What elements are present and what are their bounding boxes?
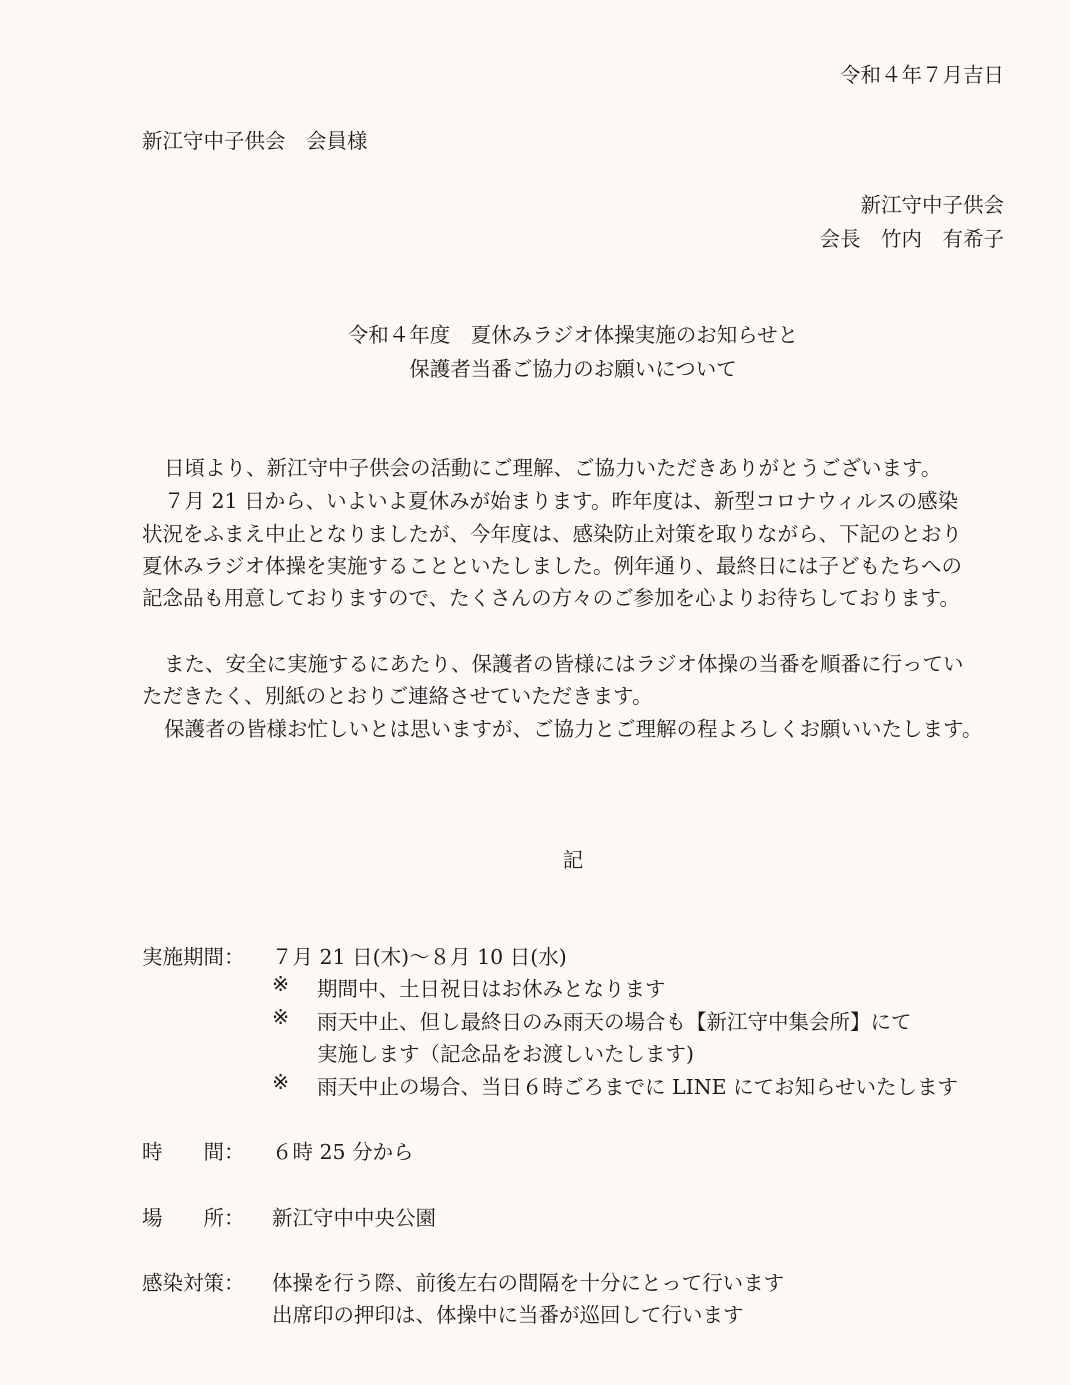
infection-value-2: 出席印の押印は、体操中に当番が巡回して行います [272, 1303, 744, 1327]
body-paragraph-4: 保護者の皆様お忙しいとは思いますが、ご協力とご理解の程よろしくお願いいたします。 [164, 717, 983, 741]
body-paragraph-2-line-4: 記念品も用意しておりますので、たくさんの方々のご参加を心よりお待ちしております。 [142, 586, 960, 610]
time-label: 時 間： [142, 1140, 245, 1164]
note-mark-3: ※ [272, 1070, 290, 1094]
note-mark-1: ※ [272, 972, 290, 996]
body-paragraph-2-line-3: 夏休みラジオ体操を実施することといたしました。例年通り、最終日には子どもたちへの [142, 554, 962, 578]
sender-organization: 新江守中子供会 [860, 193, 1004, 217]
title-line-2: 保護者当番ご協力のお願いについて [409, 357, 737, 381]
body-paragraph-2-line-1: ７月 21 日から、いよいよ夏休みが始まります。昨年度は、新型コロナウィルスの感染 [164, 489, 959, 513]
body-paragraph-3-line-1: また、安全に実施するにあたり、保護者の皆様にはラジオ体操の当番を順番に行ってい [164, 652, 964, 676]
infection-label: 感染対策： [142, 1271, 245, 1295]
period-value: ７月 21 日(木)～８月 10 日(水) [272, 945, 567, 969]
note-mark-2: ※ [272, 1005, 290, 1029]
period-label: 実施期間： [142, 945, 245, 969]
body-paragraph-2-line-2: 状況をふまえ中止となりましたが、今年度は、感染防止対策を取りながら、下記のとおり [142, 522, 962, 546]
period-note-3: 雨天中止の場合、当日６時ごろまでに LINE にてお知らせいたします [317, 1075, 959, 1099]
period-note-1: 期間中、土日祝日はお休みとなります [317, 977, 666, 1001]
title-line-1: 令和４年度 夏休みラジオ体操実施のお知らせと [347, 323, 799, 347]
place-value: 新江守中中央公園 [272, 1206, 436, 1230]
period-note-2-line-2: 実施します（記念品をお渡しいたします) [317, 1042, 694, 1066]
body-paragraph-1: 日頃より、新江守中子供会の活動にご理解、ご協力いただきありがとうございます。 [164, 456, 942, 480]
recipient: 新江守中子供会 会員様 [142, 129, 368, 153]
place-label: 場 所： [142, 1206, 245, 1230]
document-date: 令和４年７月吉日 [840, 63, 1004, 87]
time-value: ６時 25 分から [272, 1140, 414, 1164]
period-note-2-line-1: 雨天中止、但し最終日のみ雨天の場合も【新江守中集会所】にて [317, 1010, 912, 1034]
ki-heading: 記 [562, 848, 584, 872]
sender-name: 会長 竹内 有希子 [819, 227, 1004, 251]
body-paragraph-3-line-2: ただきたく、別紙のとおりご連絡させていただきます。 [142, 684, 653, 708]
infection-value-1: 体操を行う際、前後左右の間隔を十分にとって行います [272, 1271, 785, 1295]
